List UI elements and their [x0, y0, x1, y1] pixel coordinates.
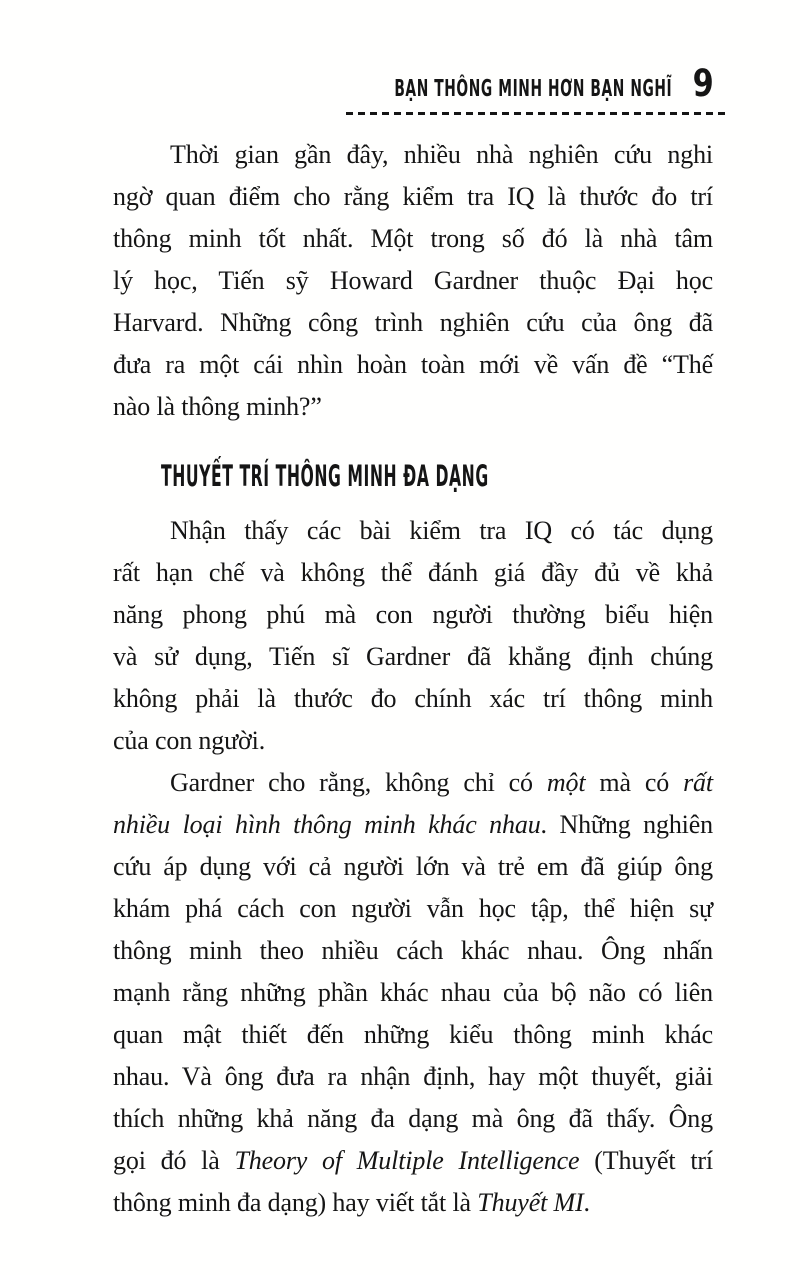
- section-heading: THUYẾT TRÍ THÔNG MINH ĐA DẠNG: [161, 459, 489, 493]
- text-line: thông minh theo nhiều cách khác nhau. Ông nhấn: [113, 936, 713, 965]
- text-line: lý học, Tiến sỹ Howard Gardner thuộc Đại học: [113, 266, 713, 295]
- text-line: gọi đó là Theory of Multiple Intelligence (Thuyết trí: [113, 1146, 713, 1175]
- text-line: và sử dụng, Tiến sĩ Gardner đã khẳng định chúng: [113, 642, 713, 671]
- text-line: đưa ra một cái nhìn hoàn toàn mới về vấn đề “Thế: [113, 350, 713, 379]
- paragraph: [113, 134, 713, 428]
- page-number: 9: [692, 62, 714, 105]
- text-line: nhiều loại hình thông minh khác nhau. Những nghiên: [113, 810, 713, 839]
- header-row: [209, 62, 714, 105]
- text-line: thông minh đa dạng) hay viết tắt là Thuyết MI.: [113, 1188, 590, 1217]
- paragraph: [113, 762, 713, 1224]
- text-line: nào là thông minh?”: [113, 392, 322, 421]
- text-line: Nhận thấy các bài kiểm tra IQ có tác dụng: [170, 516, 713, 545]
- text-line: Gardner cho rằng, không chỉ có một mà có rất: [170, 768, 713, 797]
- text-line: của con người.: [113, 726, 266, 755]
- page-body: [113, 134, 713, 1224]
- text-line: rất hạn chế và không thể đánh giá đầy đủ về khả: [113, 558, 713, 587]
- running-title: BẠN THÔNG MINH HƠN BẠN NGHĨ: [394, 76, 673, 102]
- page-header: [209, 62, 714, 115]
- paragraph: [113, 510, 713, 762]
- text-line: mạnh rằng những phần khác nhau của bộ não có liên: [113, 978, 713, 1007]
- dashed-divider: [346, 112, 728, 115]
- text-line: Harvard. Những công trình nghiên cứu của ông đã: [113, 308, 713, 337]
- text-line: nhau. Và ông đưa ra nhận định, hay một thuyết, giải: [113, 1062, 713, 1091]
- text-line: Thời gian gần đây, nhiều nhà nghiên cứu nghi: [170, 140, 713, 169]
- text-line: không phải là thước đo chính xác trí thông minh: [113, 684, 713, 713]
- text-line: thông minh tốt nhất. Một trong số đó là nhà tâm: [113, 224, 713, 253]
- text-line: quan mật thiết đến những kiểu thông minh khác: [113, 1020, 713, 1049]
- text-line: khám phá cách con người vẫn học tập, thể hiện sự: [113, 894, 713, 923]
- text-line: năng phong phú mà con người thường biểu hiện: [113, 600, 713, 629]
- text-line: ngờ quan điểm cho rằng kiểm tra IQ là thước đo trí: [113, 182, 713, 211]
- text-line: thích những khả năng đa dạng mà ông đã thấy. Ông: [113, 1104, 713, 1133]
- text-line: cứu áp dụng với cả người lớn và trẻ em đã giúp ông: [113, 852, 713, 881]
